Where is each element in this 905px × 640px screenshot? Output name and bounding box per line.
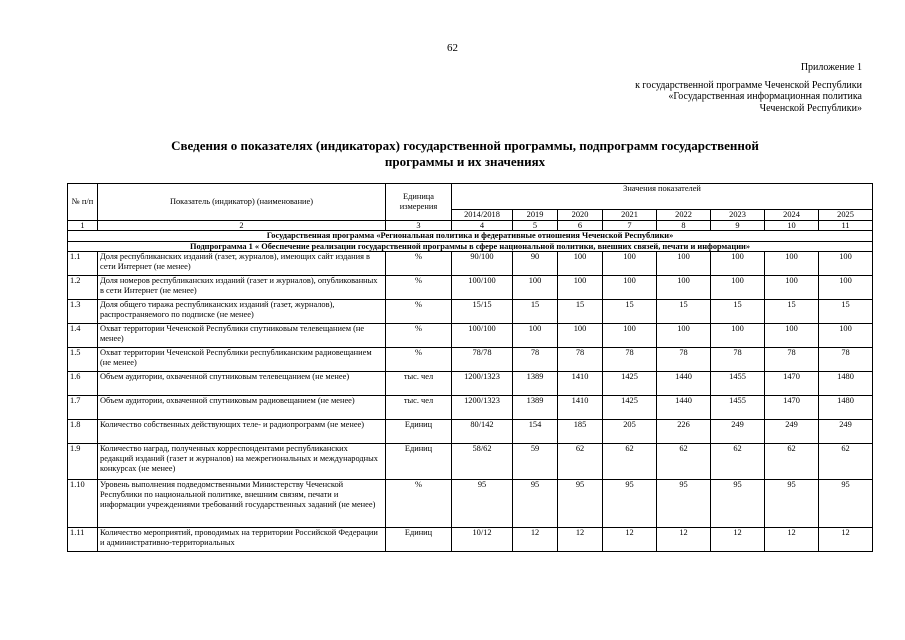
row-number: 1.3: [68, 300, 98, 324]
table-row: [68, 348, 873, 372]
indicator-value: 95: [513, 480, 558, 528]
row-number: 1.7: [68, 396, 98, 420]
indicator-value: 80/142: [452, 420, 513, 444]
row-number: 1.4: [68, 324, 98, 348]
indicator-name: Уровень выполнения подведомственными Министерству Чеченской Республики по национальной политике, внешним связям, печати и информации учреждениями требований государственных заданий (не менее): [98, 480, 386, 528]
indicator-name: Доля общего тиража республиканских изданий (газет, журналов), распространяемого по подписке (не менее): [98, 300, 386, 324]
indicator-value: 1200/1323: [452, 396, 513, 420]
indicator-name: Объем аудитории, охваченной спутниковым телевещанием (не менее): [98, 372, 386, 396]
indicator-value: 78: [558, 348, 603, 372]
indicator-value: 12: [558, 528, 603, 552]
indicator-value: 15: [513, 300, 558, 324]
row-number: 1.6: [68, 372, 98, 396]
indicator-value: 100: [603, 276, 657, 300]
document-title-line: программы и их значениях: [384, 154, 546, 169]
unit: Единиц: [386, 528, 452, 552]
indicator-value: 154: [513, 420, 558, 444]
table-row: [68, 252, 873, 276]
indicator-value: 12: [819, 528, 873, 552]
indicator-value: 100: [513, 324, 558, 348]
column-number: 7: [603, 220, 657, 231]
indicator-value: 15/15: [452, 300, 513, 324]
year-header: 2024: [765, 210, 819, 221]
page-number: 62: [447, 42, 458, 54]
indicator-value: 10/12: [452, 528, 513, 552]
indicator-value: 100/100: [452, 276, 513, 300]
indicator-name: Охват территории Чеченской Республики республиканским радиовещанием (не менее): [98, 348, 386, 372]
indicator-value: 95: [657, 480, 711, 528]
indicator-value: 15: [819, 300, 873, 324]
indicator-value: 1410: [558, 396, 603, 420]
indicator-value: 15: [603, 300, 657, 324]
column-number: 8: [657, 220, 711, 231]
indicator-value: 78: [513, 348, 558, 372]
indicator-value: 15: [657, 300, 711, 324]
indicator-name: Доля республиканских изданий (газет, журналов), имеющих сайт издания в сети Интернет (не менее): [98, 252, 386, 276]
indicator-value: 249: [819, 420, 873, 444]
indicator-value: 100: [819, 252, 873, 276]
year-header: 2021: [603, 210, 657, 221]
indicator-value: 1410: [558, 372, 603, 396]
unit: %: [386, 480, 452, 528]
table-row: [68, 276, 873, 300]
indicator-name: Количество собственных действующих теле- и радиопрограмм (не менее): [98, 420, 386, 444]
table-row: [68, 480, 873, 528]
document-title: [120, 138, 810, 170]
indicator-value: 1440: [657, 372, 711, 396]
indicator-name: Доля номеров республиканских изданий (газет и журналов), опубликованных в сети Интернет (не менее): [98, 276, 386, 300]
indicator-value: 1455: [711, 372, 765, 396]
indicator-value: 62: [558, 444, 603, 480]
indicator-value: 226: [657, 420, 711, 444]
indicator-value: 95: [819, 480, 873, 528]
unit: %: [386, 276, 452, 300]
indicator-value: 1455: [711, 396, 765, 420]
row-number: 1.2: [68, 276, 98, 300]
appendix-line: к государственной программе Чеченской Республики: [635, 79, 862, 91]
table-row: [68, 300, 873, 324]
indicator-value: 100: [657, 276, 711, 300]
indicator-name: Охват территории Чеченской Республики спутниковым телевещанием (не менее): [98, 324, 386, 348]
indicator-value: 1200/1323: [452, 372, 513, 396]
appendix-block: [635, 62, 862, 114]
year-header: 2019: [513, 210, 558, 221]
table-header-row: [68, 184, 873, 210]
unit: %: [386, 252, 452, 276]
indicator-value: 12: [513, 528, 558, 552]
appendix-line: Чеченской Республики»: [759, 102, 862, 114]
year-header: 2023: [711, 210, 765, 221]
indicator-value: 12: [711, 528, 765, 552]
indicator-value: 1480: [819, 372, 873, 396]
indicator-value: 100: [558, 252, 603, 276]
indicator-value: 1425: [603, 396, 657, 420]
indicator-value: 62: [711, 444, 765, 480]
table-row: [68, 528, 873, 552]
indicator-value: 62: [657, 444, 711, 480]
header-indicator: Показатель (индикатор) (наименование): [98, 184, 386, 221]
indicator-value: 100: [657, 252, 711, 276]
indicator-value: 100: [657, 324, 711, 348]
column-number: 9: [711, 220, 765, 231]
indicator-value: 100: [711, 252, 765, 276]
unit: Единиц: [386, 420, 452, 444]
column-number: 10: [765, 220, 819, 231]
indicator-value: 1470: [765, 396, 819, 420]
column-number: 2: [98, 220, 386, 231]
indicator-value: 62: [765, 444, 819, 480]
indicator-value: 100: [558, 324, 603, 348]
indicator-value: 62: [603, 444, 657, 480]
unit: тыс. чел: [386, 372, 452, 396]
indicator-value: 95: [603, 480, 657, 528]
year-header: 2022: [657, 210, 711, 221]
indicator-value: 185: [558, 420, 603, 444]
indicator-value: 15: [711, 300, 765, 324]
subprogram-row: [68, 241, 873, 252]
indicator-value: 100: [513, 276, 558, 300]
indicator-value: 100: [711, 276, 765, 300]
indicator-value: 95: [711, 480, 765, 528]
indicator-value: 78: [603, 348, 657, 372]
indicator-value: 100: [819, 324, 873, 348]
appendix-line: «Государственная информационная политика: [668, 91, 862, 103]
indicator-value: 12: [603, 528, 657, 552]
header-unit: Единица измерения: [386, 184, 452, 221]
indicator-value: 100: [603, 252, 657, 276]
indicator-value: 100: [558, 276, 603, 300]
row-number: 1.9: [68, 444, 98, 480]
indicator-value: 100: [765, 252, 819, 276]
indicator-value: 1389: [513, 396, 558, 420]
header-values: Значения показателей: [452, 184, 873, 210]
indicator-value: 1440: [657, 396, 711, 420]
program-title: Государственная программа «Региональная политика и федеративные отношения Чеченской Республики»: [68, 231, 873, 242]
unit: %: [386, 300, 452, 324]
indicator-value: 78: [819, 348, 873, 372]
indicator-value: 78: [765, 348, 819, 372]
subprogram-title: Подпрограмма 1 « Обеспечение реализации государственной программы в сфере национальной политики, внешних связей, печати и информации»: [68, 241, 873, 252]
indicator-value: 62: [819, 444, 873, 480]
column-number: 4: [452, 220, 513, 231]
indicator-name: Количество наград, полученных корреспондентами республиканских редакций изданий (газет и журналов) на межрегиональных и международных конкурсах (не менее): [98, 444, 386, 480]
indicator-value: 78: [711, 348, 765, 372]
indicators-table: [67, 183, 873, 552]
table-row: [68, 372, 873, 396]
indicator-value: 12: [657, 528, 711, 552]
year-header: 2014/2018: [452, 210, 513, 221]
column-number: 11: [819, 220, 873, 231]
indicator-value: 90/100: [452, 252, 513, 276]
document-title-line: Сведения о показателях (индикаторах) государственной программы, подпрограмм государственной: [171, 138, 759, 153]
indicator-value: 1389: [513, 372, 558, 396]
row-number: 1.1: [68, 252, 98, 276]
column-number: 6: [558, 220, 603, 231]
appendix-title: Приложение 1: [800, 62, 862, 73]
indicator-value: 100/100: [452, 324, 513, 348]
indicator-value: 95: [765, 480, 819, 528]
program-row: [68, 231, 873, 242]
indicator-value: 59: [513, 444, 558, 480]
unit: Единиц: [386, 444, 452, 480]
indicator-name: Объем аудитории, охваченной спутниковым радиовещанием (не менее): [98, 396, 386, 420]
indicator-value: 205: [603, 420, 657, 444]
indicator-value: 249: [765, 420, 819, 444]
table-row: [68, 396, 873, 420]
indicator-value: 249: [711, 420, 765, 444]
indicator-value: 1425: [603, 372, 657, 396]
table-row: [68, 444, 873, 480]
indicator-value: 58/62: [452, 444, 513, 480]
indicator-value: 78/78: [452, 348, 513, 372]
table-column-numbers-row: [68, 220, 873, 231]
indicator-value: 12: [765, 528, 819, 552]
indicator-value: 100: [819, 276, 873, 300]
unit: %: [386, 348, 452, 372]
row-number: 1.5: [68, 348, 98, 372]
row-number: 1.11: [68, 528, 98, 552]
column-number: 1: [68, 220, 98, 231]
row-number: 1.8: [68, 420, 98, 444]
unit: тыс. чел: [386, 396, 452, 420]
column-number: 5: [513, 220, 558, 231]
indicator-value: 1470: [765, 372, 819, 396]
year-header: 2020: [558, 210, 603, 221]
unit: %: [386, 324, 452, 348]
indicator-value: 95: [452, 480, 513, 528]
indicator-name: Количество мероприятий, проводимых на территории Российской Федерации и административно-территориальных: [98, 528, 386, 552]
column-number: 3: [386, 220, 452, 231]
header-num: № п/п: [68, 184, 98, 221]
row-number: 1.10: [68, 480, 98, 528]
table-row: [68, 324, 873, 348]
indicator-value: 90: [513, 252, 558, 276]
indicator-value: 100: [711, 324, 765, 348]
year-header: 2025: [819, 210, 873, 221]
indicator-value: 100: [765, 276, 819, 300]
indicator-value: 95: [558, 480, 603, 528]
indicator-value: 100: [603, 324, 657, 348]
indicator-value: 78: [657, 348, 711, 372]
table-row: [68, 420, 873, 444]
indicator-value: 15: [558, 300, 603, 324]
indicator-value: 15: [765, 300, 819, 324]
indicator-value: 1480: [819, 396, 873, 420]
indicator-value: 100: [765, 324, 819, 348]
